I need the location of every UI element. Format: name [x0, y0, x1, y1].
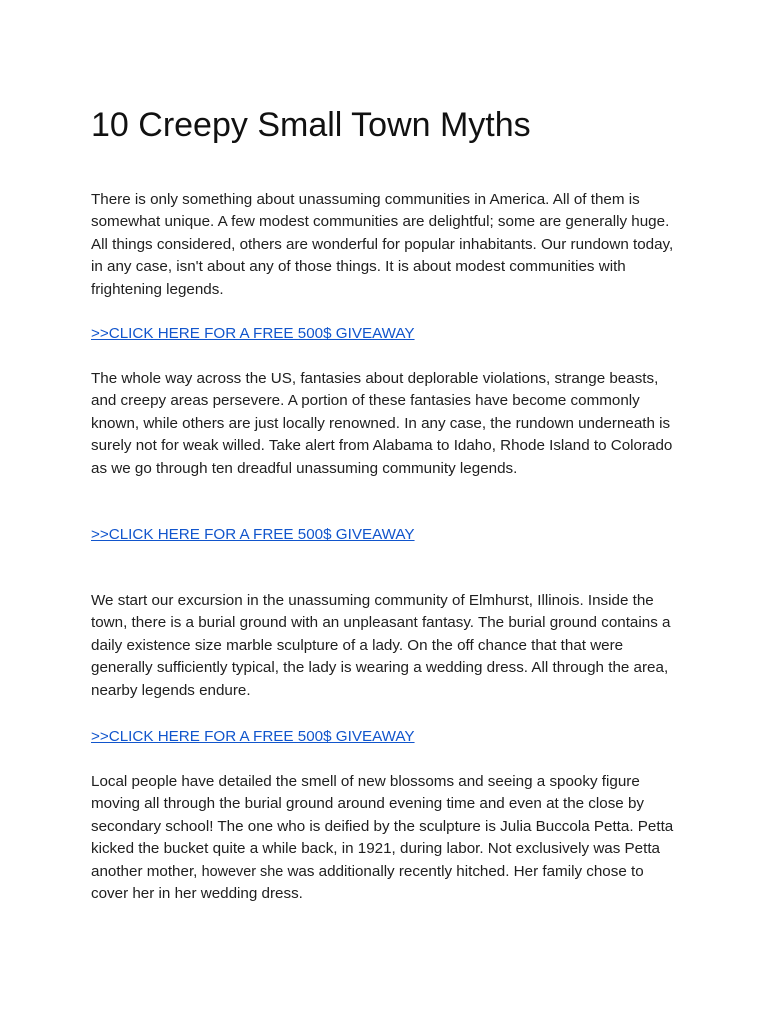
paragraph-local-people-part-3: was additionally recently hitched. Her family chose to cover her in her wedding dress.: [91, 862, 644, 903]
paragraph-elmhurst: We start our excursion in the unassuming community of Elmhurst, Illinois. Inside the town, there is a burial ground with an unpleasant fantasy. The burial ground contains a daily existence size marble sculpture of a lady. On the off chance that that were generally sufficiently typical, the lady is wearing a wedding dress. All through the area, nearby legends endure.: [91, 592, 671, 699]
page-title: 10 Creepy Small Town Myths: [91, 106, 531, 144]
paragraph-local-people-part-2: however she: [201, 863, 284, 880]
paragraph-fantasies: The whole way across the US, fantasies about deplorable violations, strange beasts, and creepy areas persevere. A portion of these fantasies have become commonly known, while others are just locally renowned. In any case, the rundown underneath is surely not for weak willed. Take alert from Alabama to Idaho, Rhode Island to Colorado as we go through ten dreadful unassuming community legends.: [91, 370, 673, 477]
giveaway-link-1[interactable]: >>CLICK HERE FOR A FREE 500$ GIVEAWAY: [91, 325, 415, 342]
paragraph-local-people: [91, 771, 681, 905]
paragraph-intro: There is only something about unassuming communities in America. All of them is somewhat unique. A few modest communities are delightful; some are generally huge. All things considered, others are wonderful for popular inhabitants. Our rundown today, in any case, isn't about any of those things. It is about modest communities with frightening legends.: [91, 191, 674, 298]
paragraph-local-people-part-1: Local people have detailed the smell of new blossoms and seeing a spooky figure moving all through the burial ground around evening time and even at the close by secondary school! The one who is deified by the sculpture is Julia Buccola Petta. Petta kicked the bucket quite a while back, in 1921, during labor. Not exclusively was Petta another mother,: [91, 773, 674, 880]
giveaway-link-2[interactable]: >>CLICK HERE FOR A FREE 500$ GIVEAWAY: [91, 526, 415, 543]
giveaway-link-3[interactable]: >>CLICK HERE FOR A FREE 500$ GIVEAWAY: [91, 728, 415, 745]
